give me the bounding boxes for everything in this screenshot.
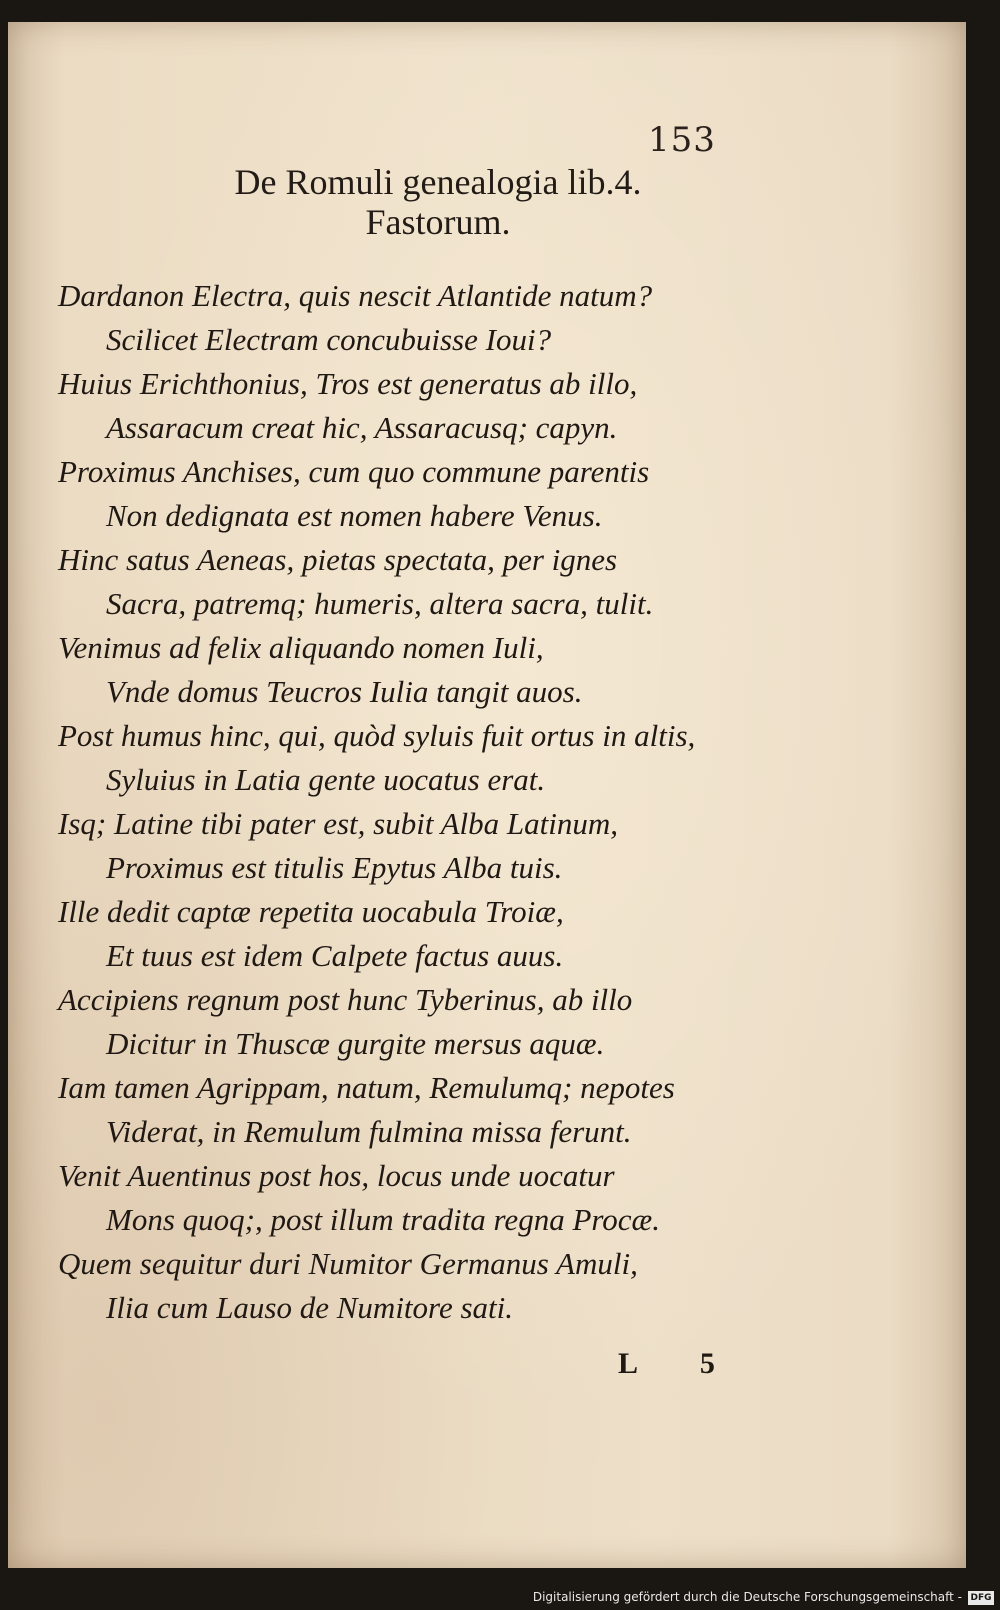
digitization-credit: Digitalisierung gefördert durch die Deutsche Forschungsgemeinschaft - xyxy=(532,1590,962,1604)
verse-line: Assaracum creat hic, Assaracusq; capyn. xyxy=(106,410,618,445)
verse-line: Venit Auentinus post hos, locus unde uocatur xyxy=(58,1158,615,1193)
verse-line: Scilicet Electram concubuisse Ioui? xyxy=(106,322,552,357)
verse-line: Viderat, in Remulum fulmina missa ferunt. xyxy=(106,1114,632,1149)
heading-line-1: De Romuli genealogia lib.4. xyxy=(234,162,642,202)
page-number: 153 xyxy=(648,120,716,160)
verse-line: Accipiens regnum post hunc Tyberinus, ab illo xyxy=(58,982,633,1017)
verse-line: Huius Erichthonius, Tros est generatus ab illo, xyxy=(58,366,638,401)
verse-line: Dardanon Electra, quis nescit Atlantide natum? xyxy=(58,278,653,313)
verse-line: Syluius in Latia gente uocatus erat. xyxy=(106,762,546,797)
verse-line: Venimus ad felix aliquando nomen Iuli, xyxy=(58,630,544,665)
heading-line-2: Fastorum. xyxy=(365,202,511,242)
verse-line: Et tuus est idem Calpete factus auus. xyxy=(106,938,564,973)
verse-line: Mons quoq;, post illum tradita regna Procæ. xyxy=(106,1202,660,1237)
verse-line: Non dedignata est nomen habere Venus. xyxy=(106,498,603,533)
verse-line: Hinc satus Aeneas, pietas spectata, per ignes xyxy=(58,542,618,577)
verse-line: Quem sequitur duri Numitor Germanus Amuli, xyxy=(58,1246,638,1281)
verse-line: Sacra, patremq; humeris, altera sacra, tulit. xyxy=(106,586,654,621)
verse-line: Dicitur in Thuscæ gurgite mersus aquæ. xyxy=(106,1026,605,1061)
verse-line: Proximus Anchises, cum quo commune parentis xyxy=(58,454,650,489)
verse-block xyxy=(58,274,878,1330)
section-heading xyxy=(158,162,718,242)
verse-line: Ilia cum Lauso de Numitore sati. xyxy=(106,1290,514,1325)
verse-line: Proximus est titulis Epytus Alba tuis. xyxy=(106,850,563,885)
verse-line: Iam tamen Agrippam, natum, Remulumq; nepotes xyxy=(58,1070,675,1105)
signature-mark: L 5 xyxy=(618,1347,743,1380)
book-page xyxy=(8,22,966,1568)
verse-line: Isq; Latine tibi pater est, subit Alba Latinum, xyxy=(58,806,619,841)
verse-line: Vnde domus Teucros Iulia tangit auos. xyxy=(106,674,583,709)
verse-line: Post humus hinc, qui, quòd syluis fuit ortus in altis, xyxy=(58,718,696,753)
dfg-logo-icon: DFG xyxy=(968,1591,994,1605)
verse-line: Ille dedit captæ repetita uocabula Troiæ, xyxy=(58,894,564,929)
